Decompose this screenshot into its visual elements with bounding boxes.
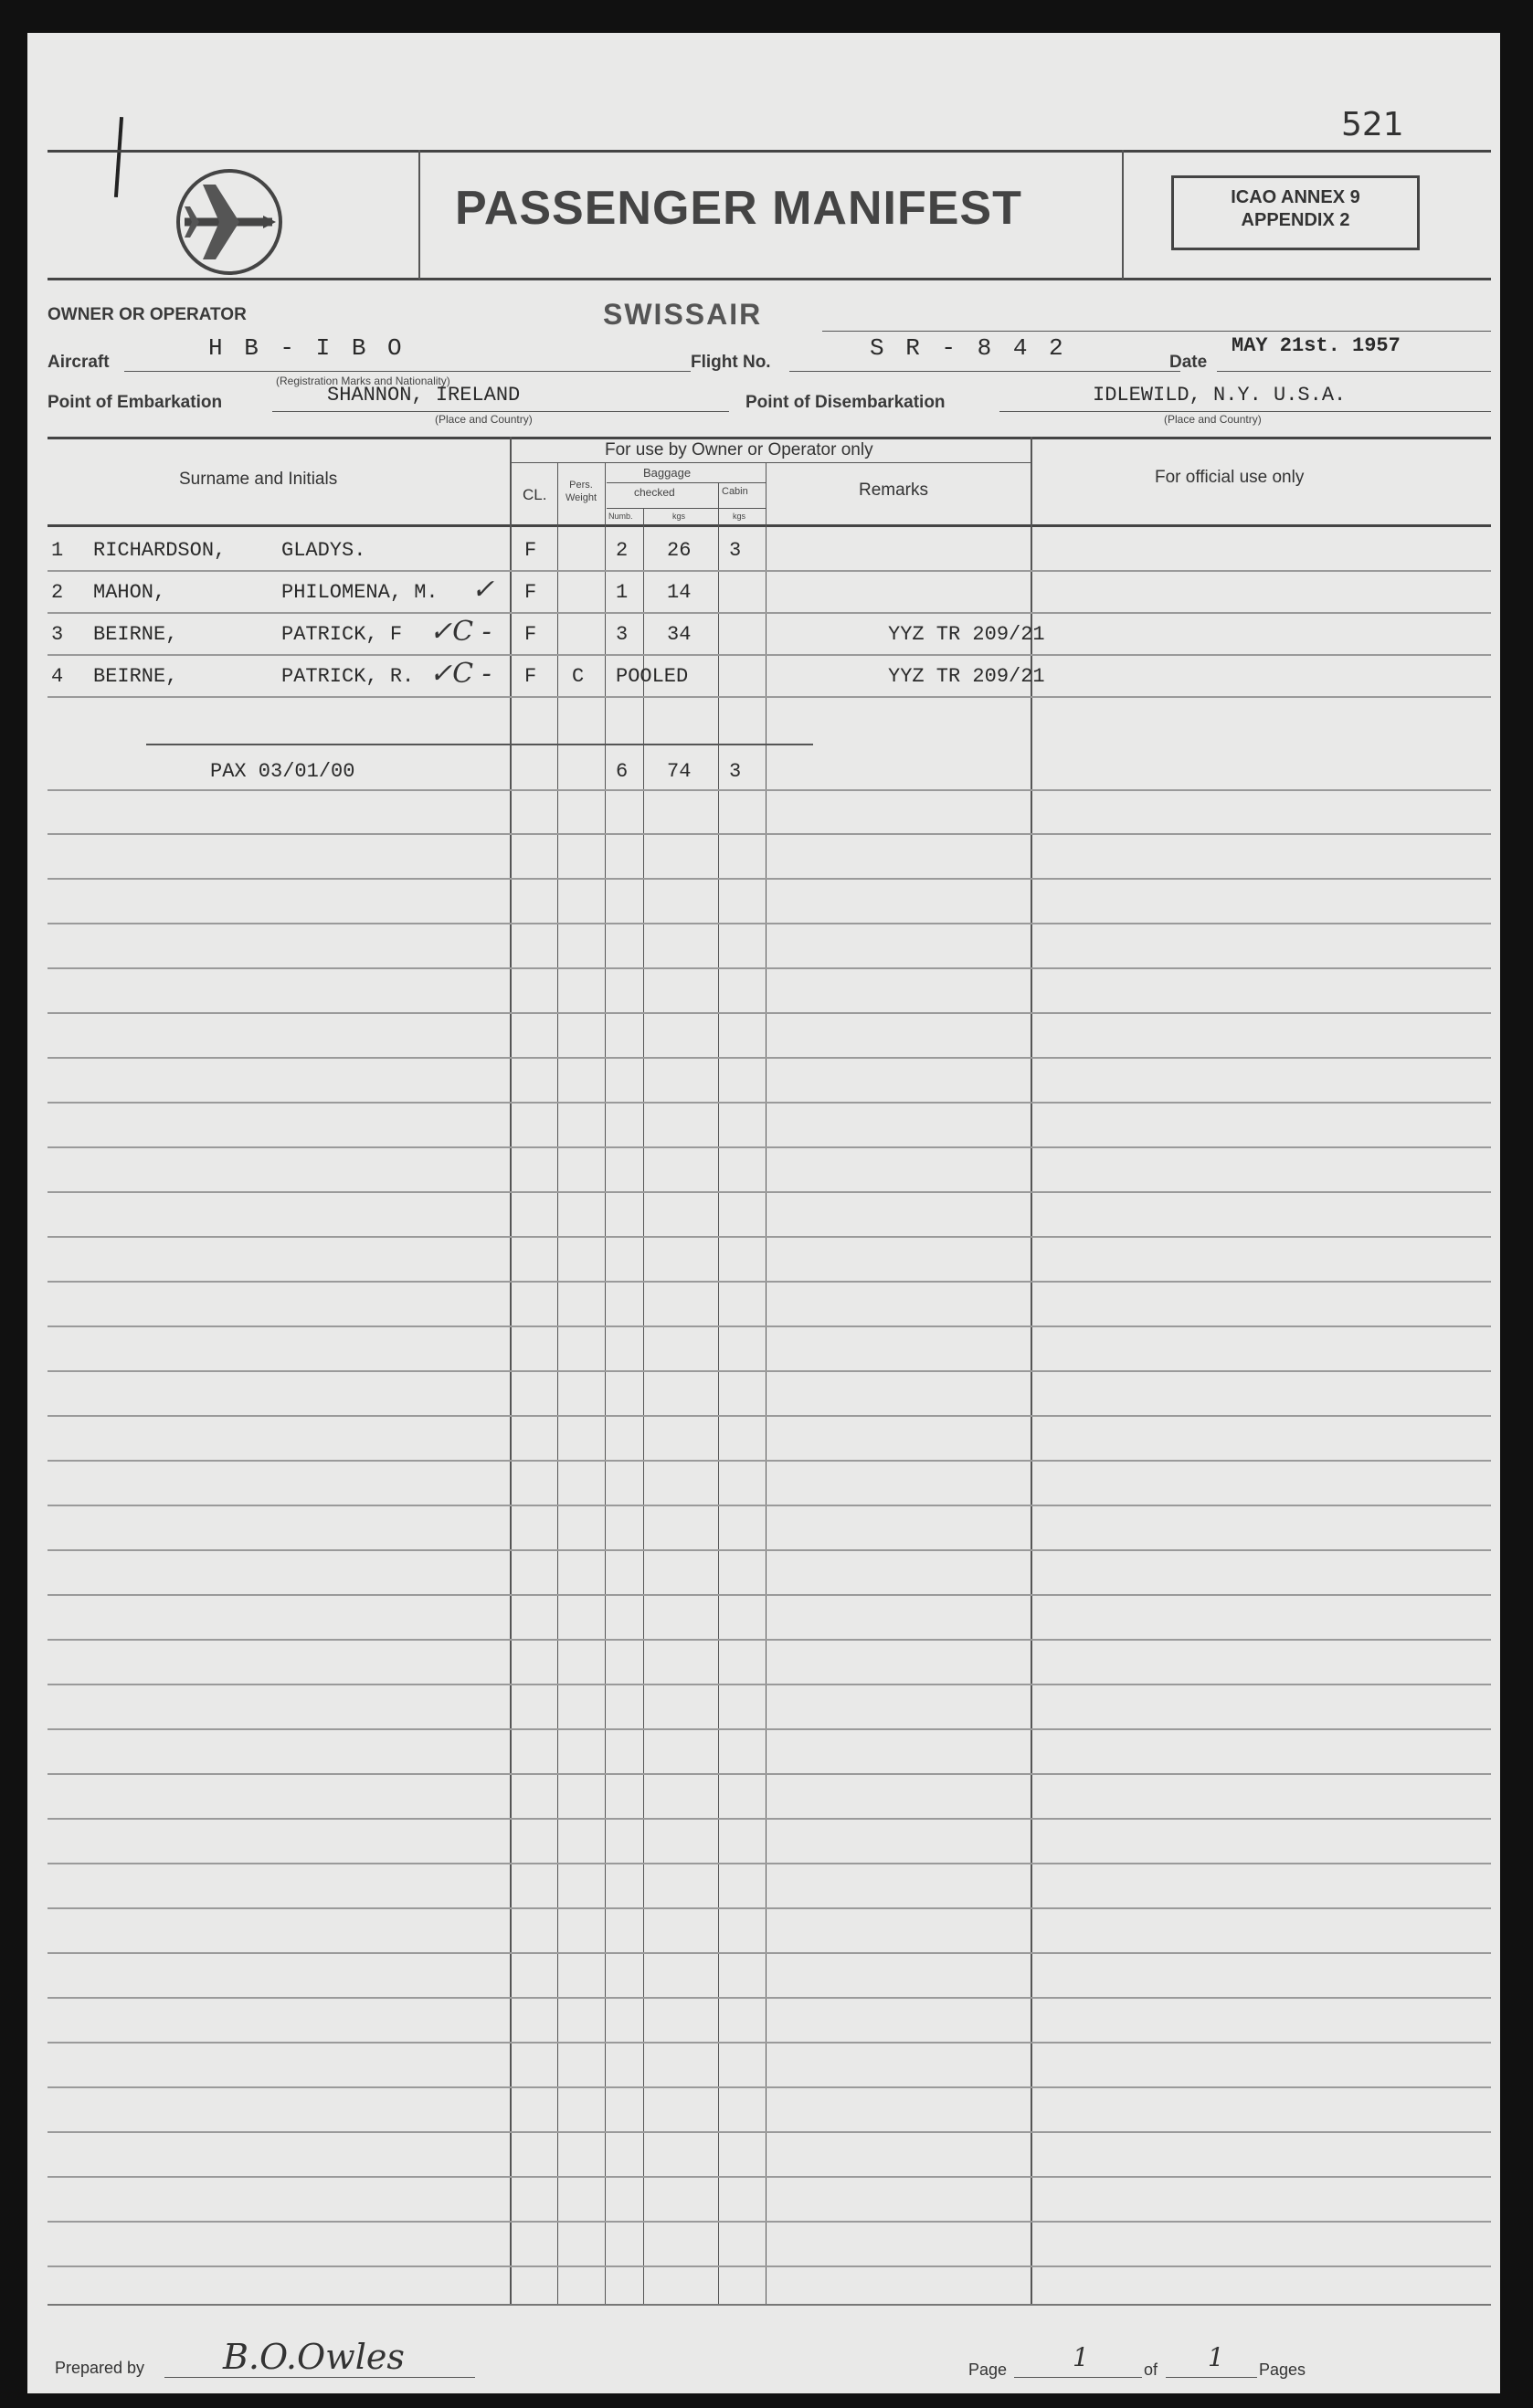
cabin-kgs: 3 (729, 539, 742, 562)
table-rule (48, 1907, 1491, 1909)
passenger-row-1 (27, 533, 1500, 570)
date-value: MAY 21st. 1957 (1232, 334, 1401, 357)
table-rule (48, 833, 1491, 835)
date-label: Date (1169, 353, 1208, 372)
prepared-by-label: Prepared by (55, 2359, 145, 2377)
owner-label: OWNER OR OPERATOR (48, 305, 247, 324)
table-rule (48, 1863, 1491, 1864)
table-rule (48, 2131, 1491, 2133)
passenger-class: F (524, 623, 537, 646)
passenger-surname: MAHON, (93, 581, 166, 604)
passenger-check-mark: ✓C - (429, 658, 492, 690)
pages-label: Pages (1259, 2360, 1306, 2379)
header-pers-weight: Pers. Weight (565, 480, 597, 503)
of-value: 1 (1208, 2342, 1224, 2372)
table-rule (48, 1370, 1491, 1372)
passenger-number: 2 (51, 581, 64, 604)
table-rule (48, 789, 1491, 791)
icao-line1: ICAO ANNEX 9 (1231, 187, 1360, 207)
passenger-row-3 (27, 618, 1500, 654)
disembarkation-value: IDLEWILD, N.Y. U.S.A. (1093, 384, 1347, 407)
embarkation-value: SHANNON, IRELAND (327, 384, 521, 407)
table-rule (48, 1460, 1491, 1462)
preparer-signature: B.O.Owles (223, 2337, 405, 2377)
table-rule (48, 1684, 1491, 1685)
baggage-numb: 2 (616, 539, 629, 562)
table-rule (48, 1057, 1491, 1059)
passenger-check-mark: ✓ (471, 574, 495, 606)
baggage-numb: 1 (616, 581, 629, 604)
embarkation-label: Point of Embarkation (48, 393, 223, 412)
header-surname: Surname and Initials (179, 470, 338, 489)
totals-cabin: 3 (729, 760, 742, 783)
table-rule (48, 2221, 1491, 2223)
header-cl: CL. (523, 486, 547, 503)
aircraft-value: H B - I B O (208, 334, 406, 362)
totals-numb: 6 (616, 760, 629, 783)
table-rule (48, 1102, 1491, 1104)
totals-kgs: 74 (667, 760, 692, 783)
header-baggage: Baggage (643, 466, 692, 480)
airplane-logo-icon (172, 164, 287, 280)
table-rule (48, 1012, 1491, 1014)
header-cabin-kgs: kgs (733, 512, 746, 521)
table-rule (48, 1146, 1491, 1148)
header-owner-use: For use by Owner or Operator only (605, 440, 873, 459)
table-rule (48, 1505, 1491, 1506)
table-rule (48, 2265, 1491, 2267)
page-number: 521 (1341, 106, 1404, 143)
header-numb: Numb. (608, 512, 633, 521)
table-rule (48, 1191, 1491, 1193)
table-rule (48, 1236, 1491, 1238)
disembarkation-sub: (Place and Country) (1164, 413, 1262, 426)
table-rule (48, 1415, 1491, 1417)
passenger-class: F (524, 539, 537, 562)
passenger-given: PHILOMENA, M. (281, 581, 439, 604)
flight-label: Flight No. (691, 353, 771, 372)
baggage-numb: POOLED (616, 665, 689, 688)
table-rule (48, 1997, 1491, 1999)
icao-line2: APPENDIX 2 (1241, 210, 1350, 230)
pen-mark (114, 117, 123, 197)
passenger-remarks: YYZ TR 209/21 (888, 623, 1045, 646)
page-value: 1 (1073, 2342, 1089, 2372)
passenger-remarks: YYZ TR 209/21 (888, 665, 1045, 688)
passenger-row-4 (27, 660, 1500, 696)
table-rule (48, 1952, 1491, 1954)
page-label: Page (968, 2360, 1008, 2379)
table-rule (48, 967, 1491, 969)
header-checked: checked (634, 486, 675, 499)
passenger-surname: RICHARDSON, (93, 539, 227, 562)
table-rule (48, 1325, 1491, 1327)
passenger-given: GLADYS. (281, 539, 366, 562)
icao-box (1171, 175, 1420, 250)
baggage-kgs: 14 (667, 581, 692, 604)
passenger-number: 3 (51, 623, 64, 646)
header-cabin: Cabin (722, 486, 748, 497)
table-rule (48, 612, 1491, 614)
passenger-surname: BEIRNE, (93, 623, 178, 646)
passenger-number: 1 (51, 539, 64, 562)
passenger-given: PATRICK, F (281, 623, 403, 646)
table-rule (48, 654, 1491, 656)
table-rule (48, 1773, 1491, 1775)
page-title: PASSENGER MANIFEST (455, 182, 1022, 235)
table-rule (48, 1818, 1491, 1820)
baggage-numb: 3 (616, 623, 629, 646)
table-rule (48, 1594, 1491, 1596)
aircraft-sub: (Registration Marks and Nationality) (276, 375, 450, 387)
passenger-weight: C (572, 665, 585, 688)
disembarkation-label: Point of Disembarkation (745, 393, 946, 412)
passenger-given: PATRICK, R. (281, 665, 415, 688)
table-rule (48, 1281, 1491, 1283)
table-rule (48, 1639, 1491, 1641)
table-rule (48, 1728, 1491, 1730)
manifest-sheet (27, 33, 1500, 2393)
table-rule (48, 2176, 1491, 2178)
table-rule (48, 2086, 1491, 2088)
header-official: For official use only (1155, 468, 1305, 487)
passenger-number: 4 (51, 665, 64, 688)
embarkation-sub: (Place and Country) (435, 413, 533, 426)
table-rule (48, 1549, 1491, 1551)
table-rule (48, 570, 1491, 572)
baggage-kgs: 26 (667, 539, 692, 562)
passenger-class: F (524, 665, 537, 688)
passenger-row-2 (27, 576, 1500, 612)
table-rule (48, 923, 1491, 924)
of-label: of (1144, 2360, 1158, 2379)
flight-value: S R - 8 4 2 (870, 334, 1067, 362)
totals-label: PAX 03/01/00 (210, 760, 355, 783)
table-rule (48, 696, 1491, 698)
table-rule (48, 878, 1491, 880)
baggage-kgs: 34 (667, 623, 692, 646)
owner-value: SWISSAIR (603, 298, 763, 331)
table-rule (48, 2042, 1491, 2044)
totals-row (27, 753, 1500, 789)
passenger-class: F (524, 581, 537, 604)
aircraft-label: Aircraft (48, 353, 110, 372)
header-kgs: kgs (672, 512, 686, 521)
passenger-check-mark: ✓C - (429, 616, 492, 648)
header-remarks: Remarks (859, 481, 929, 500)
passenger-surname: BEIRNE, (93, 665, 178, 688)
